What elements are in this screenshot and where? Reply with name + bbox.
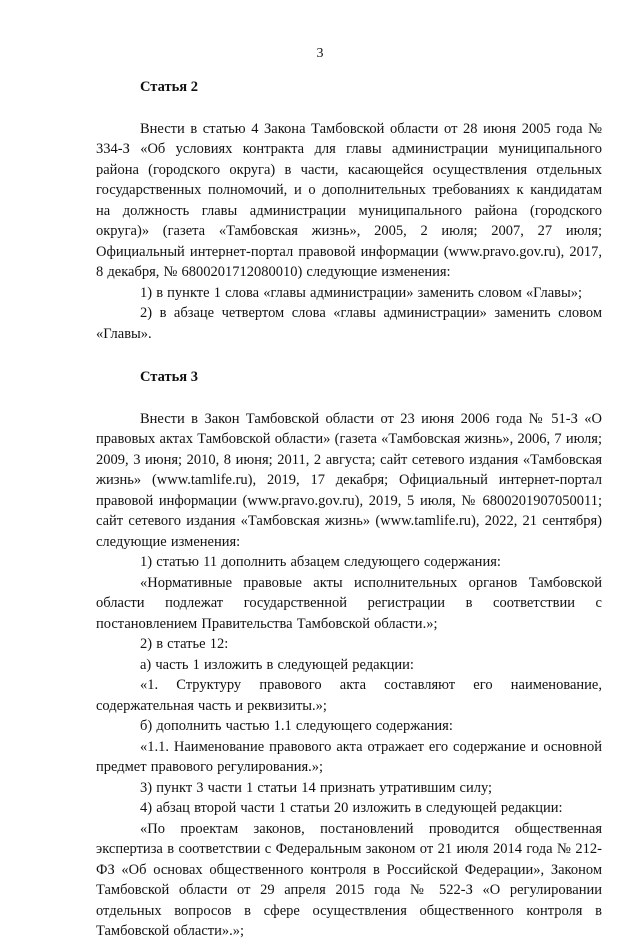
article-2-paragraph: Внести в статью 4 Закона Тамбовской области от 28 июня 2005 года № 334-З «Об условиях контракта для главы администрации муниципального района (городского округа) в части, касающейся осуществления отдельных государственных полномочий, и о дополнительных требованиях к кандидатам на должность главы администрации муниципального района (городского округа)» (газета «Тамбовская жизнь», 2005, 2 июля; 2007, 27 июля; Официальный интернет-портал правовой информации (www.pravo.gov.ru), 2017, 8 декабря, № 6800201712080010) следующие изменения:: [96, 120, 602, 280]
article-3-paragraph: «Нормативные правовые акты исполнительных органов Тамбовской области подлежат государственной регистрации в соответствии с постановлением Правительства Тамбовской области.»;: [96, 574, 602, 632]
article-3-paragraph: «1. Структуру правового акта составляют его наименование, содержательная часть и реквизиты.»;: [96, 677, 602, 714]
article-3-paragraph: б) дополнить частью 1.1 следующего содержания:: [140, 718, 453, 734]
article-3-paragraph: 2) в статье 12:: [140, 636, 229, 652]
article-3-paragraph: Внести в Закон Тамбовской области от 23 июня 2006 года № 51-З «О правовых актах Тамбовской области» (газета «Тамбовская жизнь», 2006, 7 июля; 2009, 3 июня; 2010, 8 июня; 2011, 2 августа; сайт сетевого издания «Тамбовская жизнь» (www.tamlife.ru), 2019, 17 декабря; Официальный интернет-портал правовой информации (www.pravo.gov.ru), 2019, 5 июля, № 6800201907050011; сайт сетевого издания «Тамбовская жизнь» (www.tamlife.ru), 2022, 21 сентября) следующие изменения:: [96, 410, 602, 550]
article-3-paragraph: «По проектам законов, постановлений проводится общественная экспертиза в соответствии с Федеральным законом от 21 июля 2014 года № 212-ФЗ «Об основах общественного контроля в Российской Федерации», Законом Тамбовской области от 29 апреля 2015 года № 522-З «О регулировании отдельных вопросов в сфере осуществления общественного контроля в Тамбовской области».»;: [96, 820, 602, 939]
article-3-paragraph: 1) статью 11 дополнить абзацем следующего содержания:: [140, 554, 501, 570]
article-2-paragraph: 1) в пункте 1 слова «главы администрации» заменить словом «Главы»;: [140, 284, 583, 301]
article-3-paragraph: а) часть 1 изложить в следующей редакции:: [140, 656, 414, 673]
article-3-paragraph: 4) абзац второй части 1 статьи 20 изложить в следующей редакции:: [140, 800, 563, 816]
article-3-paragraph: 3) пункт 3 части 1 статьи 14 признать утратившим силу;: [140, 779, 493, 796]
article-2-heading: Статья 2: [140, 79, 198, 95]
article-3-heading: Статья 3: [140, 369, 198, 385]
article-2-paragraph: 2) в абзаце четвертом слова «главы администрации» заменить словом «Главы».: [96, 305, 602, 342]
document-body: [96, 77, 602, 942]
article-3-paragraph: «1.1. Наименование правового акта отражает его содержание и основной предмет правового регулирования.»;: [96, 738, 602, 775]
page-number: 3: [316, 46, 324, 61]
